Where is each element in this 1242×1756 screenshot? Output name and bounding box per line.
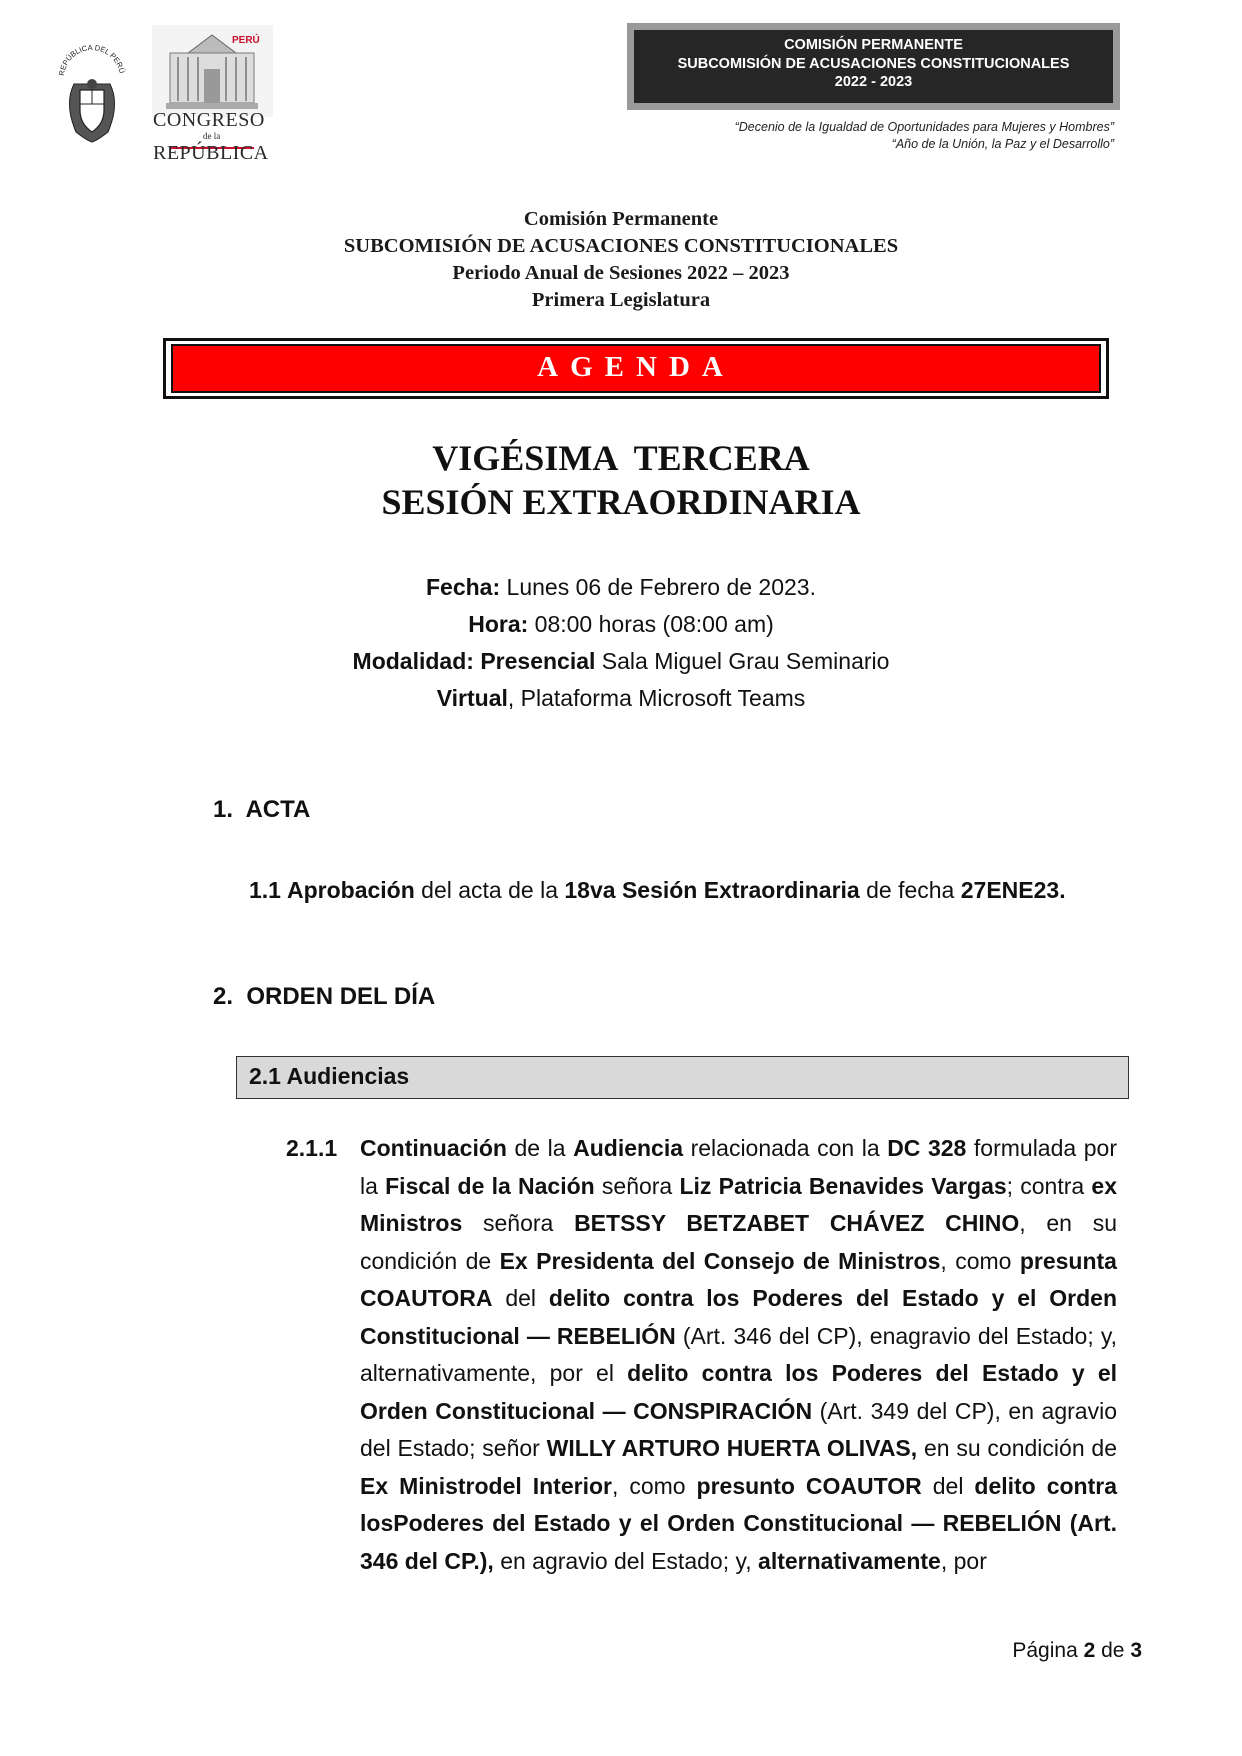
congreso-word: CONGRESO <box>153 109 265 131</box>
fecha-row <box>0 569 1242 606</box>
audiencias-box: 2.1 Audiencias <box>236 1056 1129 1099</box>
p-seg: BETSSY BETZABET CHÁVEZ CHINO <box>574 1210 1020 1236</box>
modalidad-label: Modalidad: Presencial <box>352 648 596 674</box>
committee-heading <box>0 206 1242 314</box>
p-seg: señora <box>594 1172 680 1199</box>
page-word: Página <box>1012 1639 1084 1662</box>
agenda-banner <box>163 338 1109 399</box>
item-1-1-number: 1.1 <box>249 877 281 903</box>
p-seg: delito contra los Poderes del Estado y el Orden Constitucional — CONSPIRACIÓN <box>360 1360 1118 1424</box>
p-seg: de la <box>506 1135 574 1161</box>
committee-line-1: Comisión Permanente <box>523 208 719 230</box>
virtual-value: , Plataforma Microsoft Teams <box>507 685 806 711</box>
p-seg: formulada por la <box>360 1135 1117 1199</box>
virtual-label: Virtual <box>436 685 508 711</box>
p-seg: del <box>921 1472 975 1499</box>
modalidad-row <box>0 643 1242 680</box>
decenio-line-2: “Año de la Unión, la Paz y el Desarrollo” <box>891 137 1114 151</box>
item-1-1-text <box>287 872 1109 909</box>
p-seg: señora <box>462 1210 575 1236</box>
of-word: de <box>1095 1639 1131 1662</box>
section-2-heading: 2. ORDEN DEL DÍA <box>213 983 436 1010</box>
p-seg: (Art. 346 del CP), enagravio del Estado; y, alternativamente, por el <box>360 1322 1117 1386</box>
p-seg: Audiencia <box>573 1135 684 1161</box>
virtual-row <box>0 680 1242 717</box>
p-seg: Fiscal de la Nación <box>385 1172 595 1199</box>
p-seg: WILLY ARTURO HUERTA OLIVAS, <box>546 1435 918 1461</box>
svg-text:REPÚBLICA DEL PERÚ: REPÚBLICA DEL PERÚ <box>58 44 126 77</box>
hora-row <box>0 606 1242 643</box>
p-seg: presunto COAUTOR <box>696 1472 922 1499</box>
coat-of-arms-logo <box>58 44 126 154</box>
page-number <box>1012 1639 1142 1663</box>
p-seg: Liz Patricia Benavides Vargas <box>679 1172 1007 1199</box>
p-seg: ; contra <box>1006 1172 1092 1199</box>
item-1-1-t5: 27ENE23. <box>960 877 1066 903</box>
header-line-1: COMISIÓN PERMANENTE <box>784 37 963 53</box>
header-line-2: SUBCOMISIÓN DE ACUSACIONES CONSTITUCIONALES <box>677 55 1070 72</box>
item-1-1 <box>249 872 1109 909</box>
p-seg: , por <box>940 1547 987 1574</box>
header-box-inner <box>634 30 1113 103</box>
committee-line-3: Periodo Anual de Sesiones 2022 – 2023 <box>452 262 790 284</box>
peru-label: PERÚ <box>232 35 260 46</box>
p-seg: presunta COAUTORA <box>360 1247 1117 1311</box>
decenio-text <box>735 119 1114 153</box>
p-seg: , como <box>611 1472 697 1499</box>
committee-line-2: SUBCOMISIÓN DE ACUSACIONES CONSTITUCIONALES <box>343 235 899 257</box>
item-1-1-t3: 18va Sesión Extraordinaria <box>564 877 860 903</box>
agenda-label: AGENDA <box>171 344 1101 393</box>
republica-word: REPÚBLICA <box>153 142 269 164</box>
p-seg: Ex Ministrodel Interior <box>360 1472 612 1499</box>
p-seg: delito contra los Poderes del Estado y el Orden Constitucional — REBELIÓN <box>360 1285 1117 1349</box>
hora-value: 08:00 horas (08:00 am) <box>528 611 774 637</box>
fecha-value: Lunes 06 de Febrero de 2023. <box>500 574 816 600</box>
p-seg: delito contra losPoderes del Estado y el Orden Constitucional — REBELIÓN (Art. 346 del CP.), <box>360 1472 1117 1574</box>
decenio-line-1: “Decenio de la Igualdad de Oportunidades para Mujeres y Hombres” <box>734 120 1114 134</box>
p-seg: del <box>492 1285 549 1311</box>
de-la-word: de la <box>203 131 221 141</box>
header-line-3: 2022 - 2023 <box>834 74 913 90</box>
session-title-line-2: SESIÓN EXTRAORDINARIA <box>381 482 861 522</box>
modalidad-value: Sala Miguel Grau Seminario <box>595 648 890 674</box>
p-seg: relacionada con la <box>683 1135 888 1161</box>
p-seg: (Art. 349 del CP), en agravio del Estado; señor <box>360 1397 1117 1461</box>
total-pages: 3 <box>1130 1639 1142 1662</box>
fecha-label: Fecha: <box>426 574 501 600</box>
item-2-1-1-text <box>360 1130 1117 1580</box>
p-seg: , como <box>940 1247 1020 1274</box>
session-info <box>0 569 1242 717</box>
p-seg: en agravio del Estado; y, <box>493 1547 759 1574</box>
p-seg: DC 328 <box>887 1135 967 1161</box>
item-1-1-t1: Aprobación <box>287 877 415 903</box>
item-2-1-1-number: 2.1.1 <box>286 1135 338 1161</box>
p-seg: alternativamente <box>758 1547 941 1574</box>
session-title-line-1: VIGÉSIMA TERCERA <box>432 438 810 478</box>
item-1-1-t2: del acta de la <box>414 877 565 903</box>
p-seg: en su condición de <box>917 1435 1117 1461</box>
p-seg: Ex Presidenta del Consejo de Ministros <box>499 1247 941 1274</box>
committee-line-4: Primera Legislatura <box>531 289 711 311</box>
p-seg: ex Ministros <box>360 1172 1117 1236</box>
session-title <box>0 436 1242 524</box>
p-seg: Continuación <box>360 1135 507 1161</box>
hora-label: Hora: <box>468 611 529 637</box>
p-seg: , en su condición de <box>360 1210 1118 1274</box>
current-page: 2 <box>1083 1639 1096 1662</box>
congreso-logo <box>150 25 275 165</box>
header-box <box>627 23 1120 110</box>
item-1-1-t4: de fecha <box>859 877 961 903</box>
section-1-heading: 1. ACTA <box>213 796 311 823</box>
